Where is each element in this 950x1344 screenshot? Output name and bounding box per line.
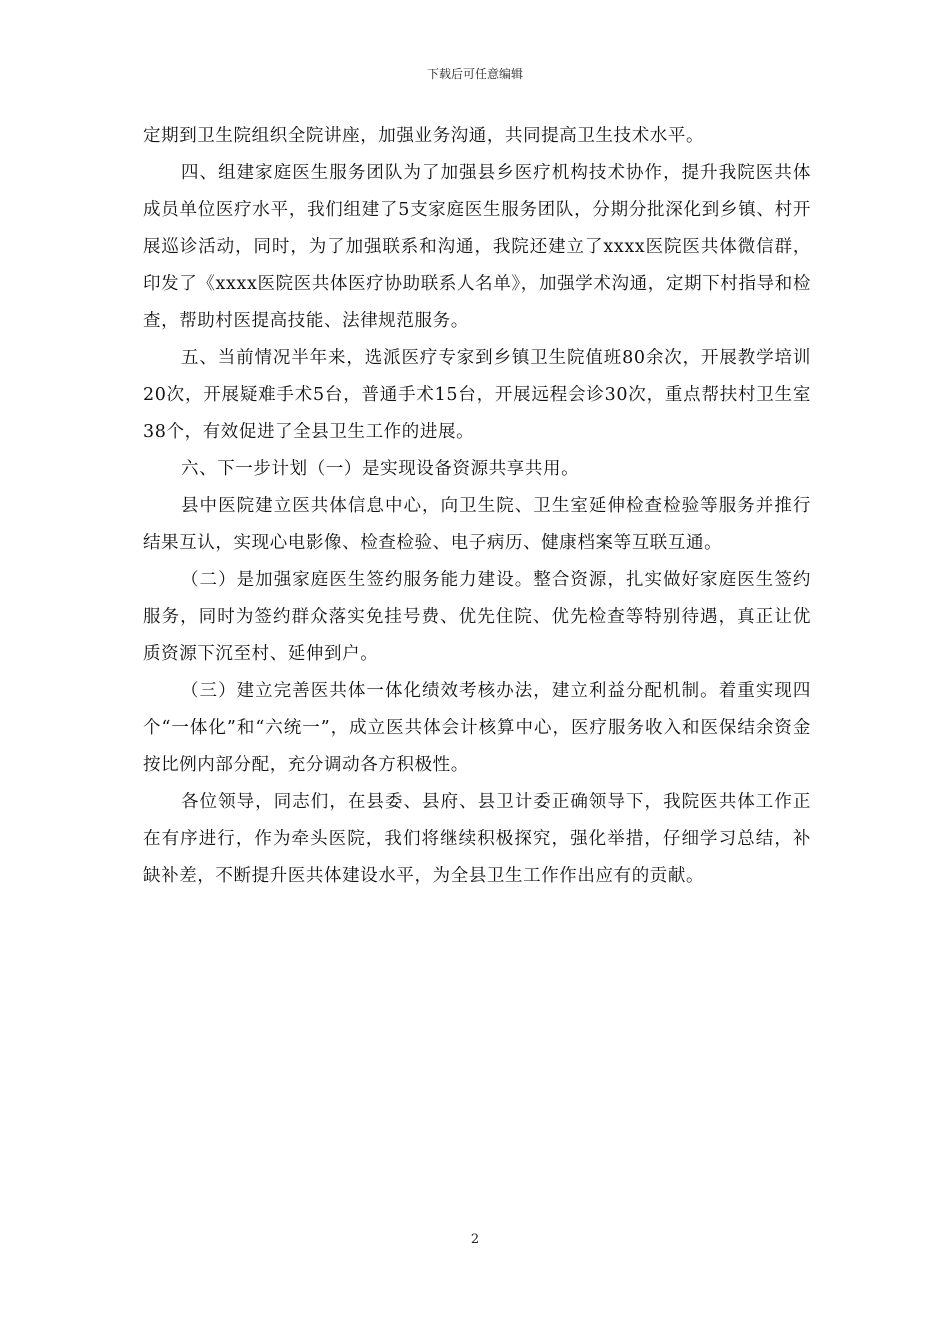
page-number: 2 xyxy=(470,1232,480,1247)
paragraph-section-6: 六、下一步计划（一）是实现设备资源共享共用。 xyxy=(181,459,580,479)
paragraph-closing: 各位领导，同志们，在县委、县府、县卫计委正确领导下，我院医共体工作正在有序进行，作为牵头医院，我们将继续积极探究，强化举措，仔细学习总结，补缺补差，不断提升医共体建设水平，为全县卫生工作作出应有的贡献。 xyxy=(143,792,811,886)
paragraph-plan-3: （三）建立完善医共体一体化绩效考核办法，建立利益分配机制。着重实现四个“一体化”和“六统一”，成立医共体会计核算中心，医疗服务收入和医保结余资金按比例内部分配，充分调动各方积极性。 xyxy=(143,681,811,775)
paragraph-plan-2: （二）是加强家庭医生签约服务能力建设。整合资源，扎实做好家庭医生签约服务，同时为签约群众落实免挂号费、优先住院、优先检查等特别待遇，真正让优质资源下沉至村、延伸到户。 xyxy=(143,570,811,664)
paragraph-continuation: 定期到卫生院组织全院讲座，加强业务沟通，共同提高卫生技术水平。 xyxy=(143,126,705,146)
document-body xyxy=(143,118,811,895)
paragraph-plan-1-detail: 县中医院建立医共体信息中心，向卫生院、卫生室延伸检查检验等服务并推行结果互认，实现心电影像、检查检验、电子病历、健康档案等互联互通。 xyxy=(143,496,811,553)
page-header: 下载后可任意编辑 xyxy=(426,67,523,81)
paragraph-section-5: 五、当前情况半年来，选派医疗专家到乡镇卫生院值班80余次，开展教学培训20次，开展疑难手术5台，普通手术15台，开展远程会诊30次，重点帮扶村卫生室38个，有效促进了全县卫生工作的进展。 xyxy=(143,348,811,442)
paragraph-section-4: 四、组建家庭医生服务团队为了加强县乡医疗机构技术协作，提升我院医共体成员单位医疗水平，我们组建了5支家庭医生服务团队，分期分批深化到乡镇、村开展巡诊活动，同时，为了加强联系和沟通，我院还建立了xxxx医院医共体微信群，印发了《xxxx医院医共体医疗协助联系人名单》，加强学术沟通，定期下村指导和检查，帮助村医提高技能、法律规范服务。 xyxy=(143,163,811,331)
